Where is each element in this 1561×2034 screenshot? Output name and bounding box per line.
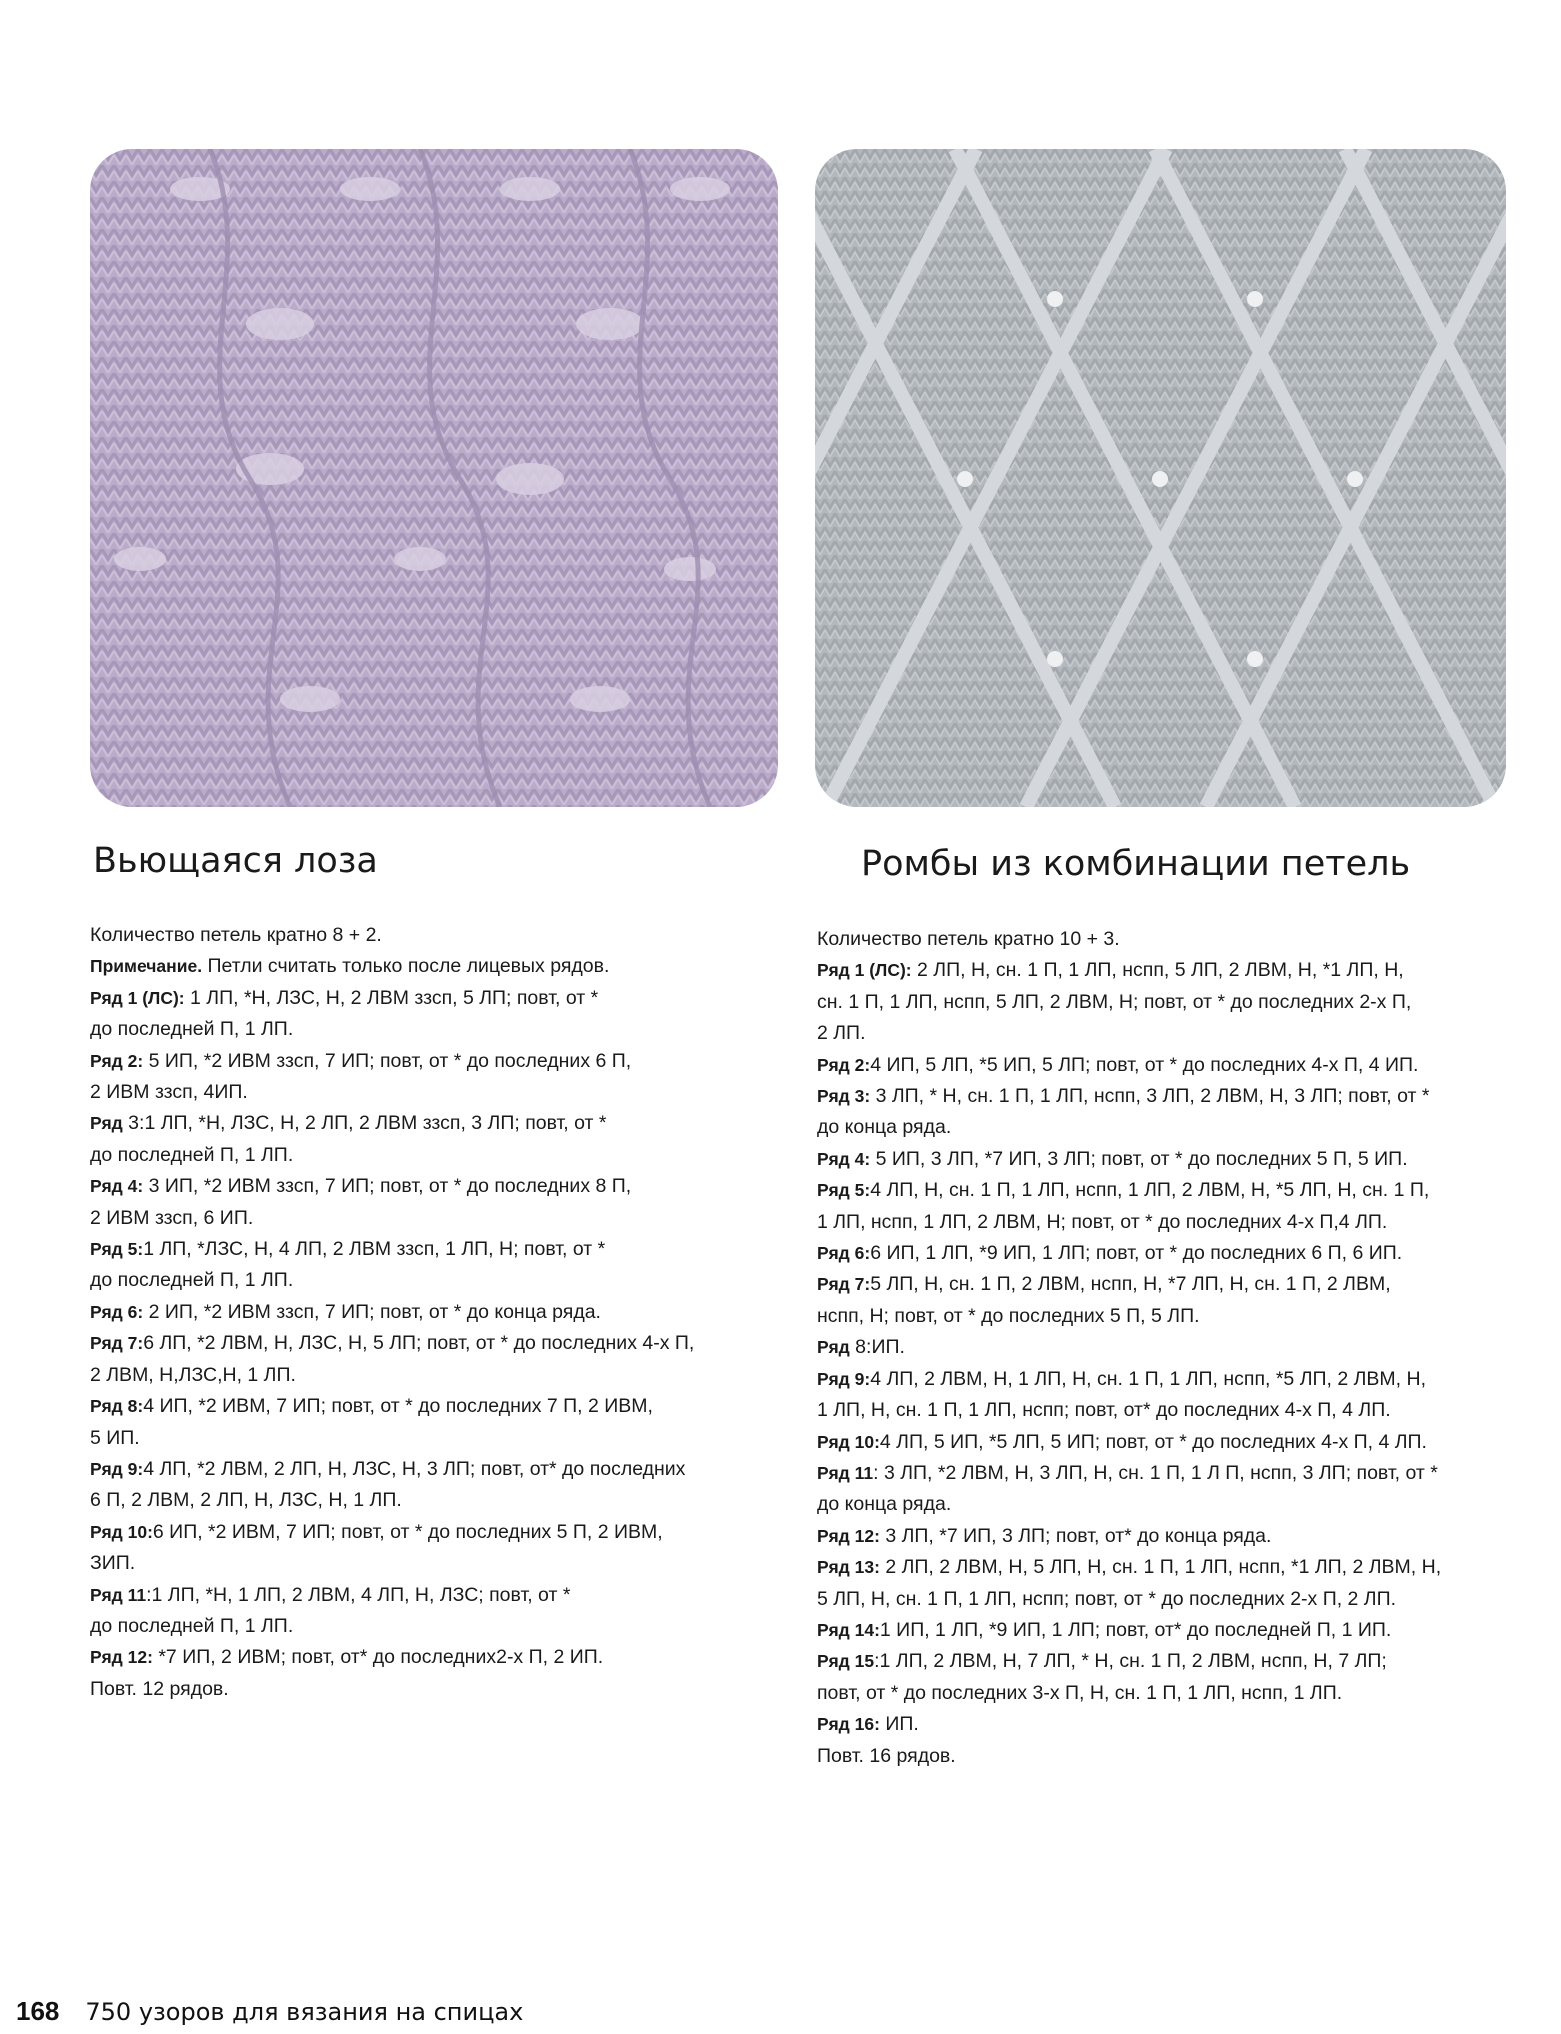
row-text: :1 ЛП, 2 ЛВМ, Н, 7 ЛП, * Н, сн. 1 П, 2 ЛВМ, нспп, Н, 7 ЛП; <box>874 1650 1387 1673</box>
instruction-line <box>90 1265 770 1296</box>
instruction-line <box>90 1642 770 1673</box>
row-label: Ряд 5: <box>817 1180 871 1201</box>
row-text: до конца ряда. <box>817 1493 952 1516</box>
instruction-line <box>90 920 770 951</box>
instruction-line <box>90 1140 770 1171</box>
row-text: 5 ИП, 3 ЛП, *7 ИП, 3 ЛП; повт, от * до последних 5 П, 5 ИП. <box>870 1147 1408 1170</box>
diamond-swatch-photo <box>815 149 1506 807</box>
row-text: 1 ЛП, *Н, ЛЗС, Н, 2 ЛВМ ззсп, 5 ЛП; повт, от * <box>184 986 599 1009</box>
row-label: Ряд 5: <box>90 1239 144 1260</box>
row-label: Ряд 1 (ЛС): <box>817 960 912 981</box>
row-label: Ряд <box>90 1113 123 1134</box>
instruction-line <box>90 1014 770 1045</box>
instruction-line <box>817 1552 1517 1583</box>
row-text: повт, от * до последних 3-х П, Н, сн. 1 П, 1 ЛП, нспп, 1 ЛП. <box>817 1681 1343 1704</box>
instruction-line <box>817 1269 1517 1300</box>
row-label: Ряд 11 <box>90 1584 147 1605</box>
row-text: Повт. 16 рядов. <box>817 1744 956 1767</box>
row-text: 2 ИП, *2 ИВМ ззсп, 7 ИП; повт, от * до конца ряда. <box>143 1300 601 1323</box>
row-text: *7 ИП, 2 ИВМ; повт, от* до последних2-х П, 2 ИП. <box>152 1646 604 1669</box>
instruction-line <box>817 1081 1517 1112</box>
instruction-line <box>817 1678 1517 1709</box>
instruction-line <box>90 1454 770 1485</box>
row-text: Повт. 12 рядов. <box>90 1677 229 1700</box>
row-text: 3 ИП, *2 ИВМ ззсп, 7 ИП; повт, от * до последних 8 П, <box>143 1175 632 1198</box>
row-text: 1 ИП, 1 ЛП, *9 ИП, 1 ЛП; повт, от* до последней П, 1 ИП. <box>879 1618 1392 1641</box>
row-text: 4 ЛП, 5 ИП, *5 ЛП, 5 ИП; повт, от * до последних 4-х П, 4 ЛП. <box>879 1430 1427 1453</box>
row-text: 5 ИП. <box>90 1426 140 1449</box>
row-text: 2 ИВМ ззсп, 6 ИП. <box>90 1206 254 1229</box>
vine-instructions <box>90 920 770 1705</box>
instruction-line <box>817 924 1517 955</box>
row-label: Ряд 9: <box>817 1368 871 1389</box>
row-label: Ряд 7: <box>90 1333 144 1354</box>
row-text: 2 ЛВМ, Н,ЛЗС,Н, 1 ЛП. <box>90 1363 296 1386</box>
instruction-line <box>90 983 770 1014</box>
instruction-line <box>817 1018 1517 1049</box>
instruction-line <box>817 1489 1517 1520</box>
instruction-line <box>817 1175 1517 1206</box>
row-text: 2 ИВМ ззсп, 4ИП. <box>90 1081 248 1104</box>
row-label: Ряд 10: <box>90 1521 153 1542</box>
row-label: Примечание. <box>90 956 203 977</box>
row-label: Ряд 9: <box>90 1458 144 1479</box>
instruction-line <box>90 1077 770 1108</box>
row-text: 4 ИП, 5 ЛП, *5 ИП, 5 ЛП; повт, от * до последних 4-х П, 4 ИП. <box>870 1053 1419 1076</box>
page-number: 168 <box>16 1996 60 2026</box>
pattern-title-vine: Вьющаяся лоза <box>93 841 378 881</box>
instruction-line <box>817 1615 1517 1646</box>
page-footer <box>16 1996 523 2027</box>
row-text: 4 ЛП, 2 ЛВМ, Н, 1 ЛП, Н, сн. 1 П, 1 ЛП, нспп, *5 ЛП, 2 ЛВМ, Н, <box>870 1367 1426 1390</box>
instruction-line <box>90 1046 770 1077</box>
instruction-line <box>817 1112 1517 1143</box>
row-label: Ряд 8: <box>90 1396 144 1417</box>
instruction-line <box>90 1517 770 1548</box>
row-text: ИП. <box>879 1713 919 1736</box>
row-text: нспп, Н; повт, от * до последних 5 П, 5 ЛП. <box>817 1304 1200 1327</box>
row-label: Ряд 7: <box>817 1274 871 1295</box>
row-label: Ряд 12: <box>90 1647 153 1668</box>
row-label: Ряд 14: <box>817 1619 880 1640</box>
row-text: 1 ЛП, нспп, 1 ЛП, 2 ЛВМ, Н; повт, от * до последних 4-х П,4 ЛП. <box>817 1210 1388 1233</box>
instruction-line <box>817 987 1517 1018</box>
instruction-line <box>817 1584 1517 1615</box>
row-text: до последней П, 1 ЛП. <box>90 1614 294 1637</box>
instruction-line <box>817 1207 1517 1238</box>
row-text: 1 ЛП, Н, сн. 1 П, 1 ЛП, нспп; повт, от* до последних 4-х П, 4 ЛП. <box>817 1399 1391 1422</box>
row-text: 5 ЛП, Н, сн. 1 П, 2 ЛВМ, нспп, Н, *7 ЛП, Н, сн. 1 П, 2 ЛВМ, <box>870 1273 1391 1296</box>
row-label: Ряд 10: <box>817 1431 880 1452</box>
book-title: 750 узоров для вязания на спицах <box>85 1998 524 2026</box>
row-text: 4 ЛП, Н, сн. 1 П, 1 ЛП, нспп, 1 ЛП, 2 ЛВМ, Н, *5 ЛП, Н, сн. 1 П, <box>870 1179 1430 1202</box>
instruction-line <box>90 1611 770 1642</box>
row-text: 2 ЛП, 2 ЛВМ, Н, 5 ЛП, Н, сн. 1 П, 1 ЛП, нспп, *1 ЛП, 2 ЛВМ, Н, <box>879 1556 1442 1579</box>
instruction-line <box>90 1108 770 1139</box>
row-text: 5 ИП, *2 ИВМ ззсп, 7 ИП; повт, от * до последних 6 П, <box>143 1049 632 1072</box>
row-label: Ряд 15 <box>817 1651 875 1672</box>
instruction-line <box>817 1458 1517 1489</box>
instruction-line <box>817 1050 1517 1081</box>
instruction-line <box>817 1332 1517 1363</box>
instruction-line <box>90 1328 770 1359</box>
row-text: Петли считать только после лицевых рядов. <box>202 955 610 978</box>
row-text: до последней П, 1 ЛП. <box>90 1018 294 1041</box>
instruction-line <box>90 1548 770 1579</box>
row-text: 6 ИП, *2 ИВМ, 7 ИП; повт, от * до последних 5 П, 2 ИВМ, <box>152 1520 663 1543</box>
row-text: 3 ЛП, *7 ИП, 3 ЛП; повт, от* до конца ряда. <box>879 1524 1272 1547</box>
instruction-line <box>90 1171 770 1202</box>
row-text: ЗИП. <box>90 1552 136 1575</box>
row-text: 6 П, 2 ЛВМ, 2 ЛП, Н, ЛЗС, Н, 1 ЛП. <box>90 1489 402 1512</box>
row-label: Ряд 1 (ЛС): <box>90 987 185 1008</box>
row-text: до последней П, 1 ЛП. <box>90 1143 294 1166</box>
row-text: до конца ряда. <box>817 1116 952 1139</box>
instruction-line <box>817 1521 1517 1552</box>
row-text: 2 ЛП, Н, сн. 1 П, 1 ЛП, нспп, 5 ЛП, 2 ЛВМ, Н, *1 ЛП, Н, <box>911 959 1404 982</box>
diamond-instructions <box>817 924 1517 1772</box>
instruction-line <box>817 1301 1517 1332</box>
row-label: Ряд 13: <box>817 1557 880 1578</box>
instruction-line <box>90 1391 770 1422</box>
instruction-line <box>90 1297 770 1328</box>
instruction-line <box>817 1144 1517 1175</box>
row-text: 3:1 ЛП, *Н, ЛЗС, Н, 2 ЛП, 2 ЛВМ ззсп, 3 ЛП; повт, от * <box>122 1112 607 1135</box>
instruction-line <box>817 1709 1517 1740</box>
pattern-title-diamonds: Ромбы из комбинации петель <box>861 844 1411 884</box>
row-text: Количество петель кратно 8 + 2. <box>90 924 382 946</box>
vine-swatch-photo <box>90 149 778 807</box>
instruction-line <box>90 1360 770 1391</box>
row-text: 2 ЛП. <box>817 1022 866 1045</box>
row-label: Ряд <box>817 1337 850 1358</box>
row-label: Ряд 12: <box>817 1525 880 1546</box>
instruction-line <box>90 951 770 982</box>
row-label: Ряд 4: <box>90 1176 144 1197</box>
row-label: Ряд 6: <box>90 1301 144 1322</box>
row-text: 8:ИП. <box>849 1336 905 1359</box>
instruction-line <box>817 955 1517 986</box>
row-text: :1 ЛП, *Н, 1 ЛП, 2 ЛВМ, 4 ЛП, Н, ЛЗС; повт, от * <box>146 1583 571 1606</box>
instruction-line <box>817 1395 1517 1426</box>
instruction-line <box>90 1423 770 1454</box>
row-text: до последней П, 1 ЛП. <box>90 1269 294 1292</box>
instruction-line <box>90 1234 770 1265</box>
row-text: 6 ЛП, *2 ЛВМ, Н, ЛЗС, Н, 5 ЛП; повт, от * до последних 4-х П, <box>143 1332 695 1355</box>
row-label: Ряд 3: <box>817 1086 871 1107</box>
row-text: Количество петель кратно 10 + 3. <box>817 928 1120 950</box>
row-text: 1 ЛП, *ЛЗС, Н, 4 ЛП, 2 ЛВМ ззсп, 1 ЛП, Н; повт, от * <box>143 1238 606 1261</box>
row-text: 6 ИП, 1 ЛП, *9 ИП, 1 ЛП; повт, от * до последних 6 П, 6 ИП. <box>870 1242 1403 1265</box>
row-label: Ряд 16: <box>817 1714 880 1735</box>
row-label: Ряд 2: <box>817 1054 871 1075</box>
instruction-line <box>817 1427 1517 1458</box>
instruction-line <box>90 1485 770 1516</box>
row-text: сн. 1 П, 1 ЛП, нспп, 5 ЛП, 2 ЛВМ, Н; повт, от * до последних 2-х П, <box>817 990 1412 1013</box>
instruction-line <box>90 1674 770 1705</box>
row-text: 3 ЛП, * Н, сн. 1 П, 1 ЛП, нспп, 3 ЛП, 2 ЛВМ, Н, 3 ЛП; повт, от * <box>870 1085 1430 1108</box>
row-label: Ряд 4: <box>817 1148 871 1169</box>
row-text: : 3 ЛП, *2 ЛВМ, Н, 3 ЛП, Н, сн. 1 П, 1 Л П, нспп, 3 ЛП; повт, от * <box>873 1461 1438 1484</box>
row-label: Ряд 2: <box>90 1050 144 1071</box>
row-text: 4 ИП, *2 ИВМ, 7 ИП; повт, от * до последних 7 П, 2 ИВМ, <box>143 1395 653 1418</box>
instruction-line <box>90 1580 770 1611</box>
instruction-line <box>817 1238 1517 1269</box>
row-label: Ряд 11 <box>817 1462 874 1483</box>
row-label: Ряд 6: <box>817 1243 871 1264</box>
instruction-line <box>90 1203 770 1234</box>
row-text: 4 ЛП, *2 ЛВМ, 2 ЛП, Н, ЛЗС, Н, 3 ЛП; повт, от* до последних <box>143 1457 686 1480</box>
instruction-line <box>817 1364 1517 1395</box>
instruction-line <box>817 1741 1517 1772</box>
instruction-line <box>817 1646 1517 1677</box>
row-text: 5 ЛП, Н, сн. 1 П, 1 ЛП, нспп; повт, от * до последних 2-х П, 2 ЛП. <box>817 1587 1397 1610</box>
